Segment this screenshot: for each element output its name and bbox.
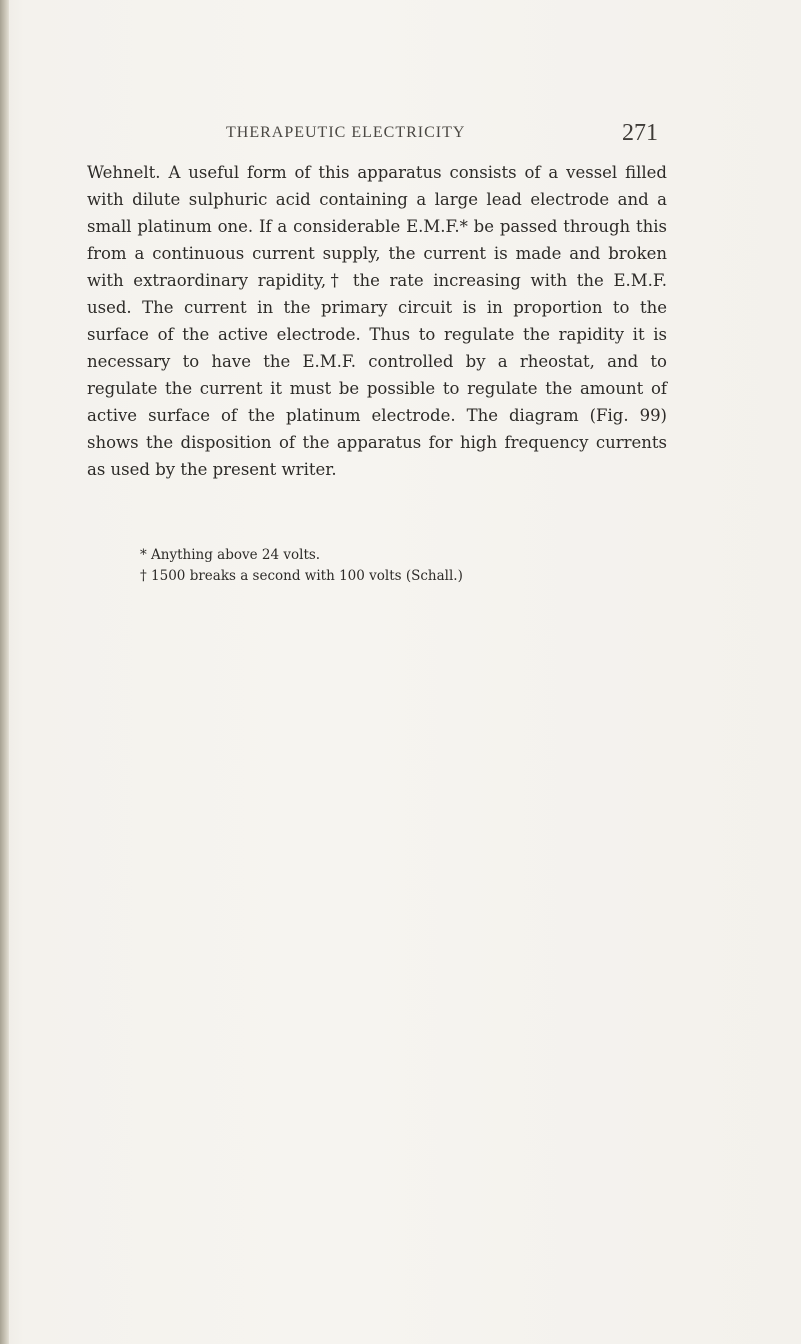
footnotes xyxy=(140,545,610,587)
page-binding-edge xyxy=(0,0,9,1344)
running-title: THERAPEUTIC ELECTRICITY xyxy=(226,124,466,141)
footnote-breaks: † 1500 breaks a second with 100 volts (Schall.) xyxy=(140,568,463,584)
main-paragraph: Wehnelt. A useful form of this apparatus consists of a vessel filled with dilute sulphuric acid containing a large lead electrode and a small platinum one. If a considerable E.M.F.* be passed through this from a continuous current supply, the current is made and broken with extraordinary rapidity,† the rate increasing with the E.M.F. used. The current in the primary circuit is in proportion to the surface of the active electrode. Thus to regulate the rapidity it is necessary to have the E.M.F. controlled by a rheostat, and to regulate the current it must be possible to regulate the amount of active surface of the platinum electrode. The diagram (Fig. 99) shows the disposition of the apparatus for high frequency currents as used by the present writer. xyxy=(87,163,667,479)
body-text xyxy=(87,159,667,483)
running-head xyxy=(198,120,658,148)
page-number: 271 xyxy=(622,120,658,146)
footnote-voltage: * Anything above 24 volts. xyxy=(140,547,321,563)
